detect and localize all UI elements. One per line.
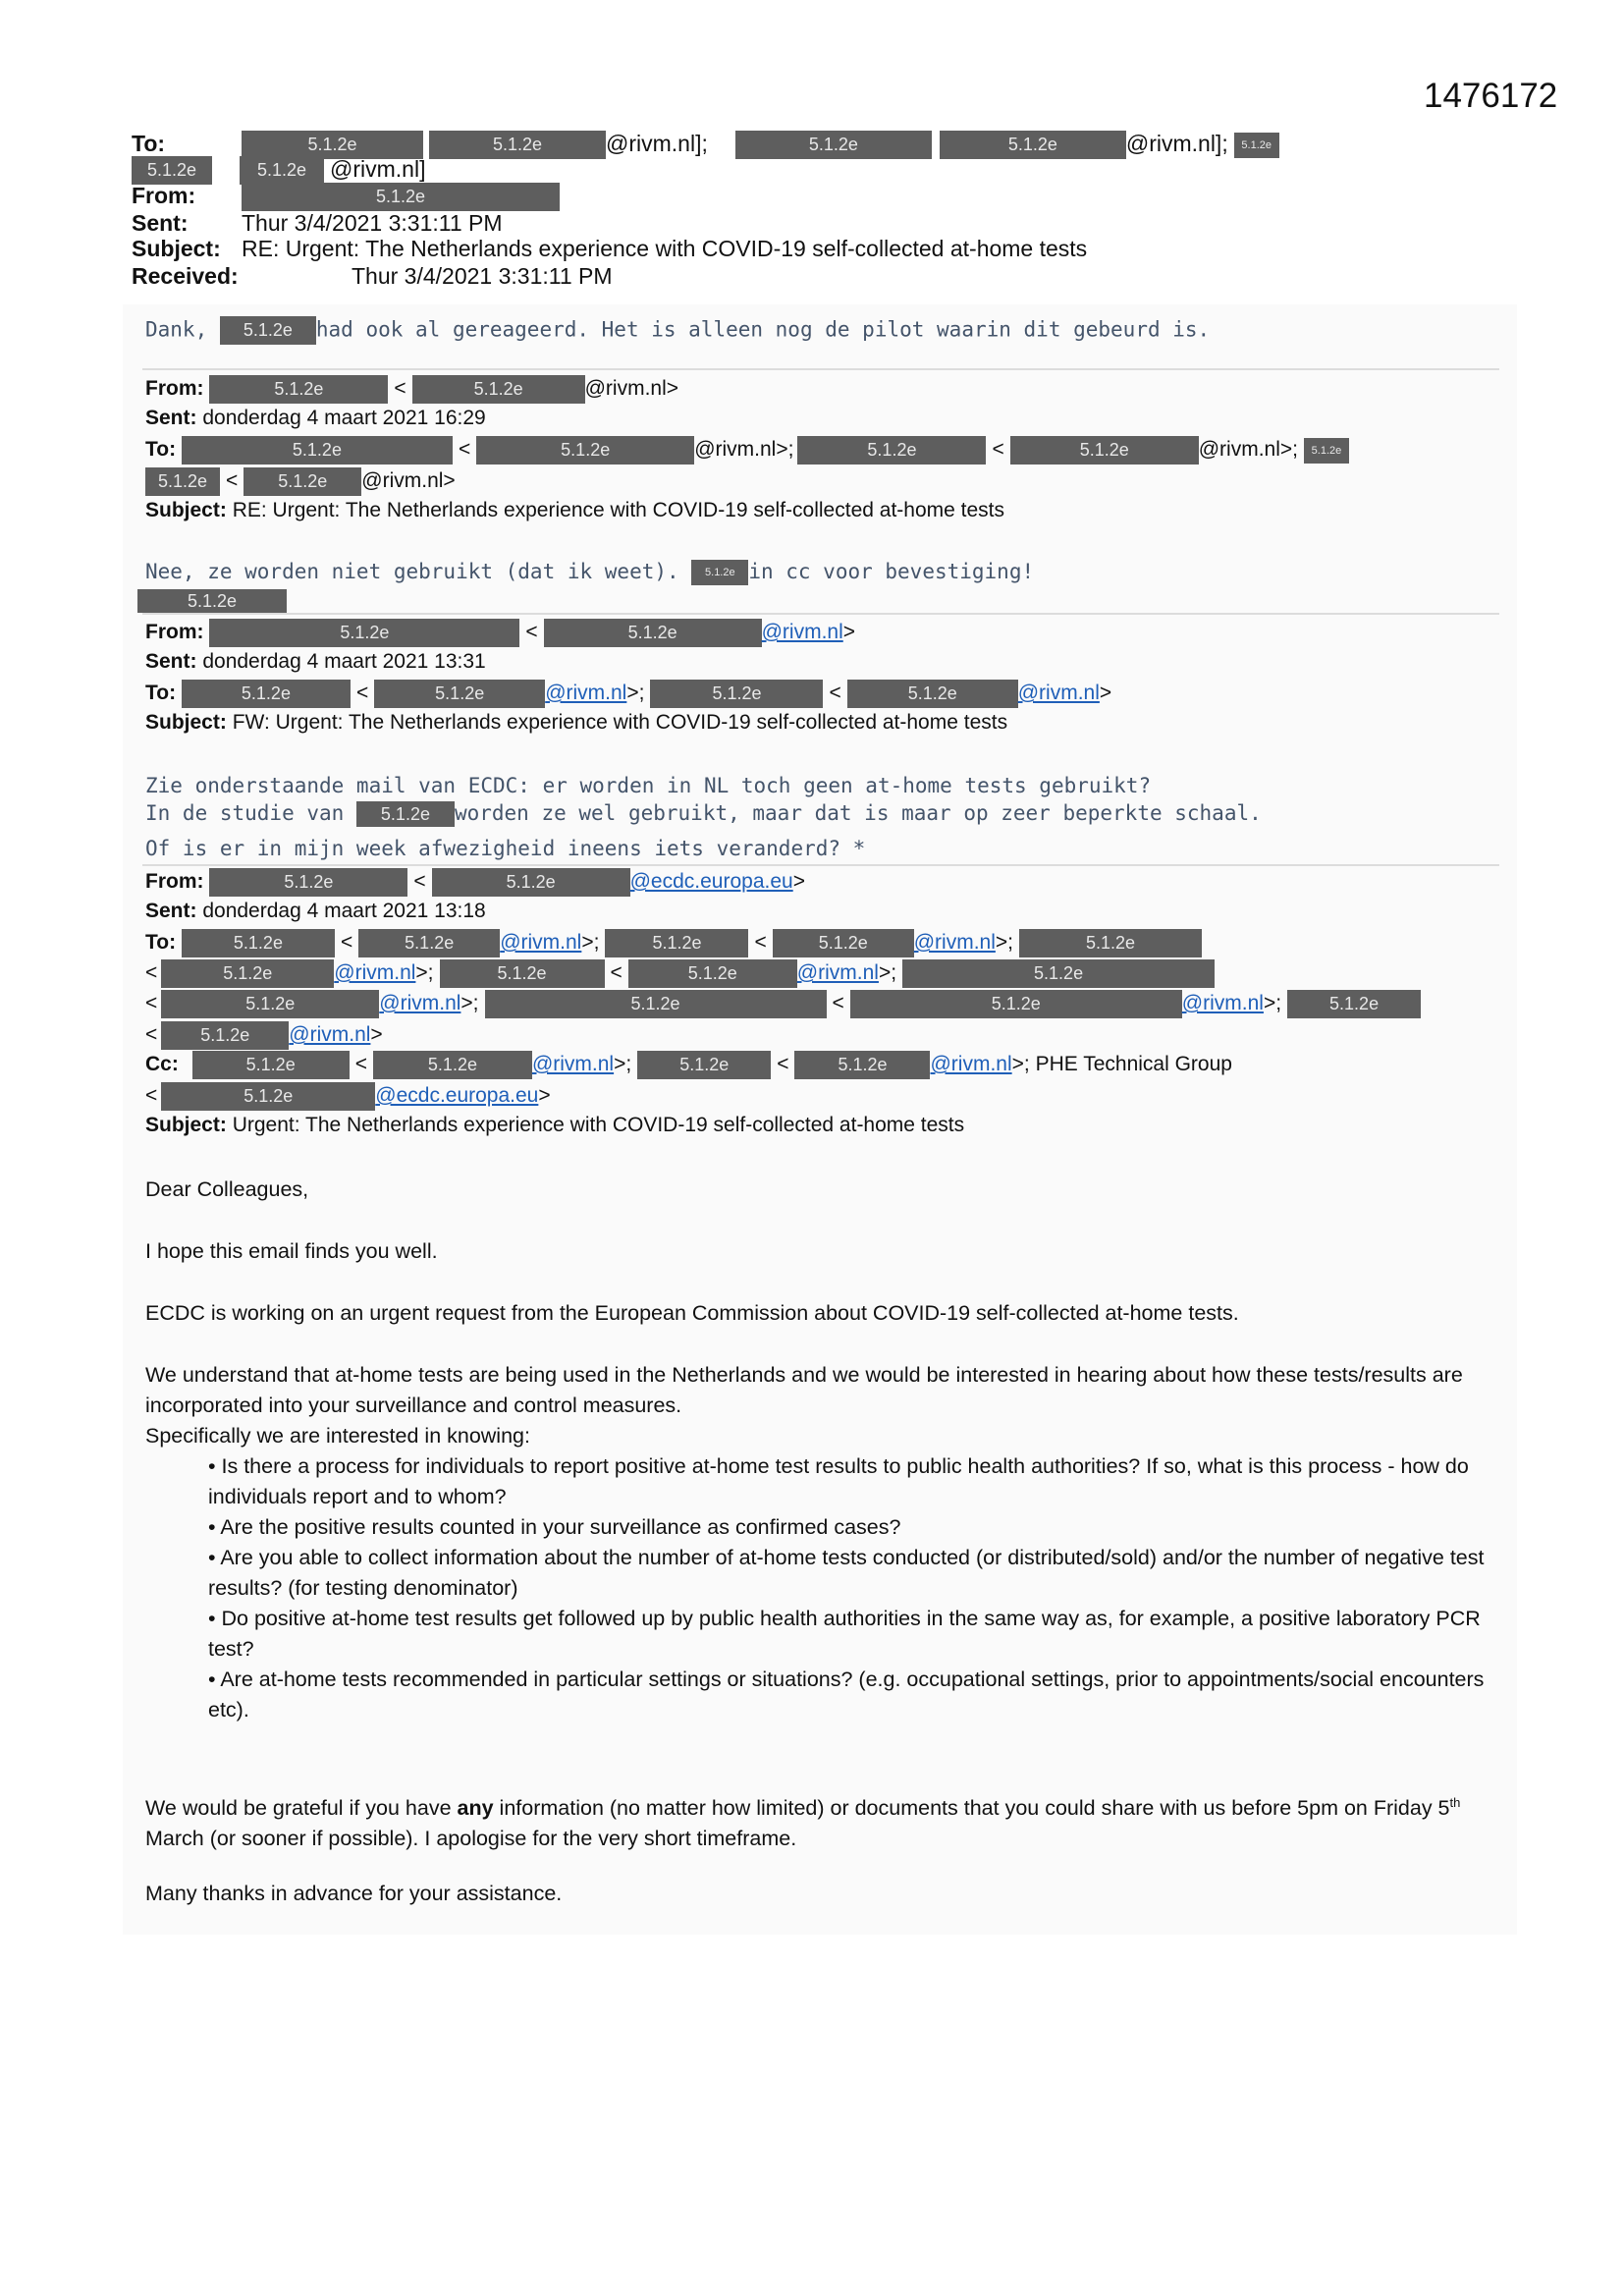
hdr4-to-row-2: < 5.1.2e @rivm.nl>; 5.1.2e < 5.1.2e @rivm.nl>; 5.1.2e (145, 959, 1215, 988)
subject-label: Subject: (145, 711, 227, 734)
hdr4-cc-row-2: < 5.1.2e @ecdc.europa.eu> (145, 1082, 551, 1111)
from-label: From: (145, 621, 204, 644)
hdr4-to-row-3: < 5.1.2e @rivm.nl>; 5.1.2e < 5.1.2e @rivm.nl>; 5.1.2e (145, 990, 1421, 1018)
from-label: From: (132, 183, 196, 208)
message-2 (145, 560, 1034, 585)
hdr3-subject-row (145, 711, 1007, 735)
rivm-address: @rivm.nl]; (1125, 131, 1228, 156)
hdr4-subject-row (145, 1114, 964, 1137)
cc-label: Cc: (145, 1053, 179, 1076)
hdr4-from-row: From: 5.1.2e < 5.1.2e @ecdc.europa.eu> (145, 868, 805, 897)
to-label: To: (145, 682, 177, 705)
redaction: 5.1.2e (145, 467, 220, 496)
redaction: 5.1.2e (182, 680, 351, 708)
hdr4-sent-row (145, 900, 486, 923)
redaction: 5.1.2e (902, 959, 1215, 988)
subject-value: Urgent: The Netherlands experience with COVID-19 self-collected at-home tests (232, 1114, 965, 1136)
redaction: 5.1.2e (773, 929, 914, 957)
email-link[interactable]: @rivm.nl (500, 931, 582, 955)
from-label: From: (145, 870, 204, 894)
redaction: 5.1.2e (637, 1051, 771, 1079)
subject-value: FW: Urgent: The Netherlands experience with COVID-19 self-collected at-home tests (232, 711, 1008, 734)
email-link[interactable]: @rivm.nl (930, 1053, 1012, 1076)
to-label: To: (145, 931, 177, 955)
sent-label: Sent: (145, 407, 197, 429)
message-text: worden ze wel gebruikt, maar dat is maar op zeer beperkte schaal. (454, 801, 1262, 825)
hdr3-from-row: From: 5.1.2e < 5.1.2e @rivm.nl> (145, 619, 855, 647)
rivm-address: @rivm.nl]; (606, 131, 708, 156)
redaction: 5.1.2e (544, 619, 762, 647)
email-link[interactable]: @rivm.nl (796, 961, 879, 985)
redaction: 5.1.2e (412, 375, 585, 404)
sent-value: Thur 3/4/2021 3:31:11 PM (242, 210, 503, 236)
bullet-item: • Are the positive results counted in your surveillance as confirmed cases? (208, 1515, 901, 1539)
bullet-item: • Are at-home tests recommended in particular settings or situations? (e.g. occupational settings, prior to appointments/social encounters etc). (208, 1667, 1485, 1722)
to-label: To: (145, 438, 177, 462)
email-link[interactable]: @rivm.nl (379, 992, 461, 1015)
email-link[interactable]: @rivm.nl (761, 621, 843, 644)
sent-label: Sent: (145, 650, 197, 673)
redaction: 5.1.2e (440, 959, 605, 988)
message-3-line-2 (145, 801, 1262, 827)
redaction: 5.1.2e (161, 1082, 375, 1111)
redaction: 5.1.2e (850, 990, 1182, 1018)
separator (142, 864, 1499, 866)
hdr4-cc-row-1: Cc: 5.1.2e < 5.1.2e @rivm.nl>; 5.1.2e < 5.1.2e @rivm.nl>; PHE Technical Group (145, 1051, 1232, 1079)
outer-to-row-2 (132, 156, 425, 185)
redaction: 5.1.2e (182, 929, 335, 957)
redaction: 5.1.2e (650, 680, 823, 708)
rivm-address: @rivm.nl>; (1198, 438, 1298, 462)
message-3-line-3: Of is er in mijn week afwezigheid ineens iets veranderd? * (145, 837, 866, 860)
redaction: 5.1.2e (373, 1051, 532, 1079)
hdr3-to-row: To: 5.1.2e < 5.1.2e @rivm.nl>; 5.1.2e < 5.1.2e @rivm.nl> (145, 680, 1111, 708)
message-text: in cc voor bevestiging! (748, 560, 1035, 583)
redaction: 5.1.2e (797, 436, 986, 465)
redaction: 5.1.2e (220, 316, 316, 345)
sent-label: Sent: (132, 210, 189, 236)
email-link[interactable]: @ecdc.europa.eu (375, 1084, 539, 1108)
message-2-redaction (137, 589, 287, 613)
redaction: 5.1.2e (356, 801, 455, 827)
email-link[interactable]: @rivm.nl (334, 961, 416, 985)
email-link[interactable]: @rivm.nl (913, 931, 996, 955)
hdr2-to-row-2: 5.1.2e < 5.1.2e @rivm.nl> (145, 467, 456, 496)
email-link[interactable]: @ecdc.europa.eu (629, 870, 793, 894)
separator (142, 368, 1499, 370)
rivm-address: @rivm.nl> (584, 377, 679, 401)
redaction: 5.1.2e (242, 183, 560, 211)
redaction: 5.1.2e (847, 680, 1018, 708)
hdr4-to-row-4: < 5.1.2e @rivm.nl> (145, 1021, 383, 1050)
redaction: 5.1.2e (209, 868, 407, 897)
paragraph-4: We would be grateful if you have any information (no matter how limited) or documents that you could share with us before 5pm on Friday 5th March (or sooner if possible). I apologise for the very short timeframe. (145, 1795, 1461, 1851)
paragraph-3: We understand that at-home tests are being used in the Netherlands and we would be interested in hearing about how these tests/results are incorporated into your surveillance and control measures. (145, 1363, 1463, 1417)
redaction: 5.1.2e (476, 436, 694, 465)
redaction: 5.1.2e (1304, 438, 1349, 464)
redaction: 5.1.2e (735, 131, 932, 159)
message-1 (145, 316, 1210, 345)
paragraph-3b: Specifically we are interested in knowing: (145, 1424, 530, 1448)
hdr4-to-row-1: To: 5.1.2e < 5.1.2e @rivm.nl>; 5.1.2e < 5.1.2e @rivm.nl>; 5.1.2e (145, 929, 1202, 957)
outer-to-row (132, 131, 1279, 159)
message-text: Nee, ze worden niet gebruikt (dat ik weet). (145, 560, 679, 583)
redaction: 5.1.2e (1234, 133, 1279, 158)
paragraph-2: ECDC is working on an urgent request from the European Commission about COVID-19 self-collected at-home tests. (145, 1301, 1239, 1325)
email-link[interactable]: @rivm.nl (289, 1023, 371, 1047)
from-label: From: (145, 377, 204, 401)
phe-group: ; PHE Technical Group (1023, 1053, 1232, 1076)
redaction: 5.1.2e (209, 375, 388, 404)
redaction: 5.1.2e (242, 131, 423, 159)
redaction: 5.1.2e (161, 959, 334, 988)
redaction: 5.1.2e (485, 990, 827, 1018)
redaction: 5.1.2e (628, 959, 797, 988)
outer-received-row (132, 263, 613, 290)
subject-label: Subject: (132, 236, 221, 261)
hdr2-subject-row (145, 499, 1004, 522)
redaction: 5.1.2e (209, 619, 519, 647)
rivm-address: @rivm.nl> (361, 469, 456, 493)
redaction: 5.1.2e (161, 1021, 289, 1050)
separator (142, 613, 1499, 615)
redaction: 5.1.2e (182, 436, 453, 465)
redaction: 5.1.2e (429, 131, 606, 159)
paragraph-1: I hope this email finds you well. (145, 1239, 438, 1263)
paragraph-5: Many thanks in advance for your assistance. (145, 1882, 563, 1905)
bullet-item: • Is there a process for individuals to report positive at-home test results to public health authorities? If so, what is this process - how do individuals report and to whom? (208, 1454, 1469, 1508)
redaction: 5.1.2e (137, 589, 287, 613)
redaction: 5.1.2e (691, 560, 748, 585)
redaction: 5.1.2e (432, 868, 630, 897)
sent-value: donderdag 4 maart 2021 13:18 (202, 900, 486, 922)
bullet-item: • Are you able to collect information about the number of at-home tests conducted (or distributed/sold) and/or the number of negative test results? (for testing denominator) (208, 1546, 1485, 1600)
outer-sent-row (132, 210, 503, 237)
redaction: 5.1.2e (132, 156, 212, 185)
redaction: 5.1.2e (1287, 990, 1421, 1018)
redaction: 5.1.2e (605, 929, 748, 957)
hdr3-sent-row (145, 650, 486, 674)
redaction: 5.1.2e (240, 156, 324, 185)
sent-label: Sent: (145, 900, 197, 922)
redaction: 5.1.2e (374, 680, 545, 708)
document-number: 1476172 (1424, 77, 1558, 115)
message-text: had ook al gereageerd. Het is alleen nog de pilot waarin dit gebeurd is. (315, 317, 1211, 342)
subject-label: Subject: (145, 1114, 227, 1136)
message-text: Dank, (145, 317, 208, 342)
message-text: In de studie van (145, 801, 345, 825)
hdr2-to-row: To: 5.1.2e < 5.1.2e @rivm.nl>; 5.1.2e < 5.1.2e @rivm.nl>; 5.1.2e (145, 436, 1349, 465)
email-link[interactable]: @rivm.nl (1017, 682, 1100, 705)
redaction: 5.1.2e (244, 467, 361, 496)
email-link[interactable]: @rivm.nl (1181, 992, 1264, 1015)
sent-value: donderdag 4 maart 2021 13:31 (202, 650, 486, 673)
subject-value: RE: Urgent: The Netherlands experience with COVID-19 self-collected at-home tests (242, 236, 1088, 261)
hdr2-sent-row (145, 407, 486, 430)
subject-value: RE: Urgent: The Netherlands experience with COVID-19 self-collected at-home tests (232, 499, 1004, 521)
redaction: 5.1.2e (940, 131, 1126, 159)
sent-value: donderdag 4 maart 2021 16:29 (202, 407, 486, 429)
email-link[interactable]: @rivm.nl (531, 1053, 615, 1076)
redaction: 5.1.2e (1019, 929, 1202, 957)
to-label: To: (132, 131, 166, 156)
received-label: Received: (132, 263, 239, 289)
rivm-address: @rivm.nl] (330, 156, 426, 182)
outer-from-row (132, 183, 560, 211)
redaction: 5.1.2e (794, 1051, 930, 1079)
hdr2-from-row: From: 5.1.2e < 5.1.2e @rivm.nl> (145, 375, 678, 404)
email-link[interactable]: @rivm.nl (545, 682, 627, 705)
message-3-line-1: Zie onderstaande mail van ECDC: er worden in NL toch geen at-home tests gebruikt? (145, 774, 1152, 797)
received-value: Thur 3/4/2021 3:31:11 PM (352, 263, 613, 289)
redaction: 5.1.2e (192, 1051, 350, 1079)
outer-subject-row (132, 236, 1087, 262)
subject-label: Subject: (145, 499, 227, 521)
redaction: 5.1.2e (1010, 436, 1199, 465)
bullet-item: • Do positive at-home test results get followed up by public health authorities in the same way as, for example, a positive laboratory PCR test? (208, 1607, 1481, 1661)
rivm-address: @rivm.nl>; (694, 438, 794, 462)
redaction: 5.1.2e (358, 929, 500, 957)
greeting: Dear Colleagues, (145, 1177, 309, 1201)
redaction: 5.1.2e (161, 990, 379, 1018)
